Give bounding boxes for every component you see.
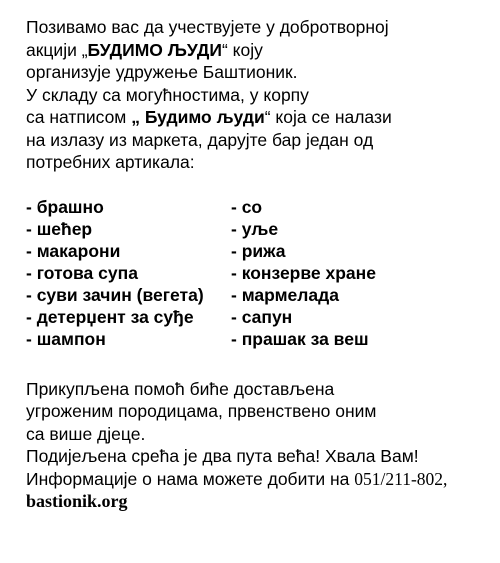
item-row (26, 196, 496, 218)
spacer (26, 350, 496, 378)
item-left: - макарони (26, 240, 121, 261)
item-row (26, 284, 496, 306)
intro-line-5 (26, 106, 496, 129)
campaign-name: БУДИМО ЉУДИ (87, 39, 222, 60)
item-left: - шећер (26, 218, 93, 239)
closing-line-1: Прикупљена помоћ биће достављена (26, 378, 335, 399)
intro-line-4: У складу са могућностима, у корпу (26, 84, 309, 105)
intro-line-1: Позивамо вас да учествујете у добротворној (26, 17, 389, 37)
basket-label: „ Будимо људи (131, 107, 265, 127)
closing-line-3: са више дјеце. (26, 423, 146, 444)
closing-paragraph (26, 378, 496, 513)
intro-line-6: на излазу из маркета, дарујте бар један од (26, 129, 374, 150)
item-right: - мармелада (231, 284, 339, 305)
item-right: - прашак за веш (231, 328, 369, 349)
item-left: - шампон (26, 328, 106, 349)
intro-line-5-pre: са натписом (26, 107, 132, 127)
item-row (26, 328, 496, 350)
website-link[interactable]: bastionik.org (26, 491, 128, 511)
items-list (26, 196, 496, 350)
closing-line-2: угроженим породицама, првенствено оним (26, 401, 377, 421)
info-text: Информације о нама можете добити на (26, 468, 355, 489)
item-left: - детерџент за суђе (26, 306, 194, 327)
item-left: - суви зачин (вегета) (26, 284, 204, 305)
item-right: - сапун (231, 306, 293, 327)
item-right: - со (231, 196, 263, 217)
item-right: - рижа (231, 240, 286, 261)
item-left: - брашно (26, 196, 104, 217)
item-row (26, 218, 496, 240)
intro-line-2-pre: акцији „ (26, 39, 88, 60)
phone-number: 051/211-802, (354, 468, 448, 489)
intro-line-2 (26, 39, 496, 62)
item-left: - готова супа (26, 262, 138, 283)
intro-line-5-post: “ која се налази (264, 107, 392, 127)
intro-line-7: потребних артикала: (26, 152, 195, 172)
item-row (26, 240, 496, 262)
flyer-document (26, 16, 496, 513)
item-right: - уље (231, 218, 279, 239)
intro-line-3: организује удружење Баштионик. (26, 62, 298, 82)
item-right: - конзерве хране (231, 262, 376, 283)
spacer (26, 174, 496, 196)
item-row (26, 262, 496, 284)
closing-line-5 (26, 468, 496, 491)
intro-paragraph (26, 16, 496, 174)
intro-line-2-post: “ коју (221, 39, 263, 60)
item-row (26, 306, 496, 328)
closing-line-4: Подијељена срећа је два пута већа! Хвала Вам! (26, 446, 419, 466)
